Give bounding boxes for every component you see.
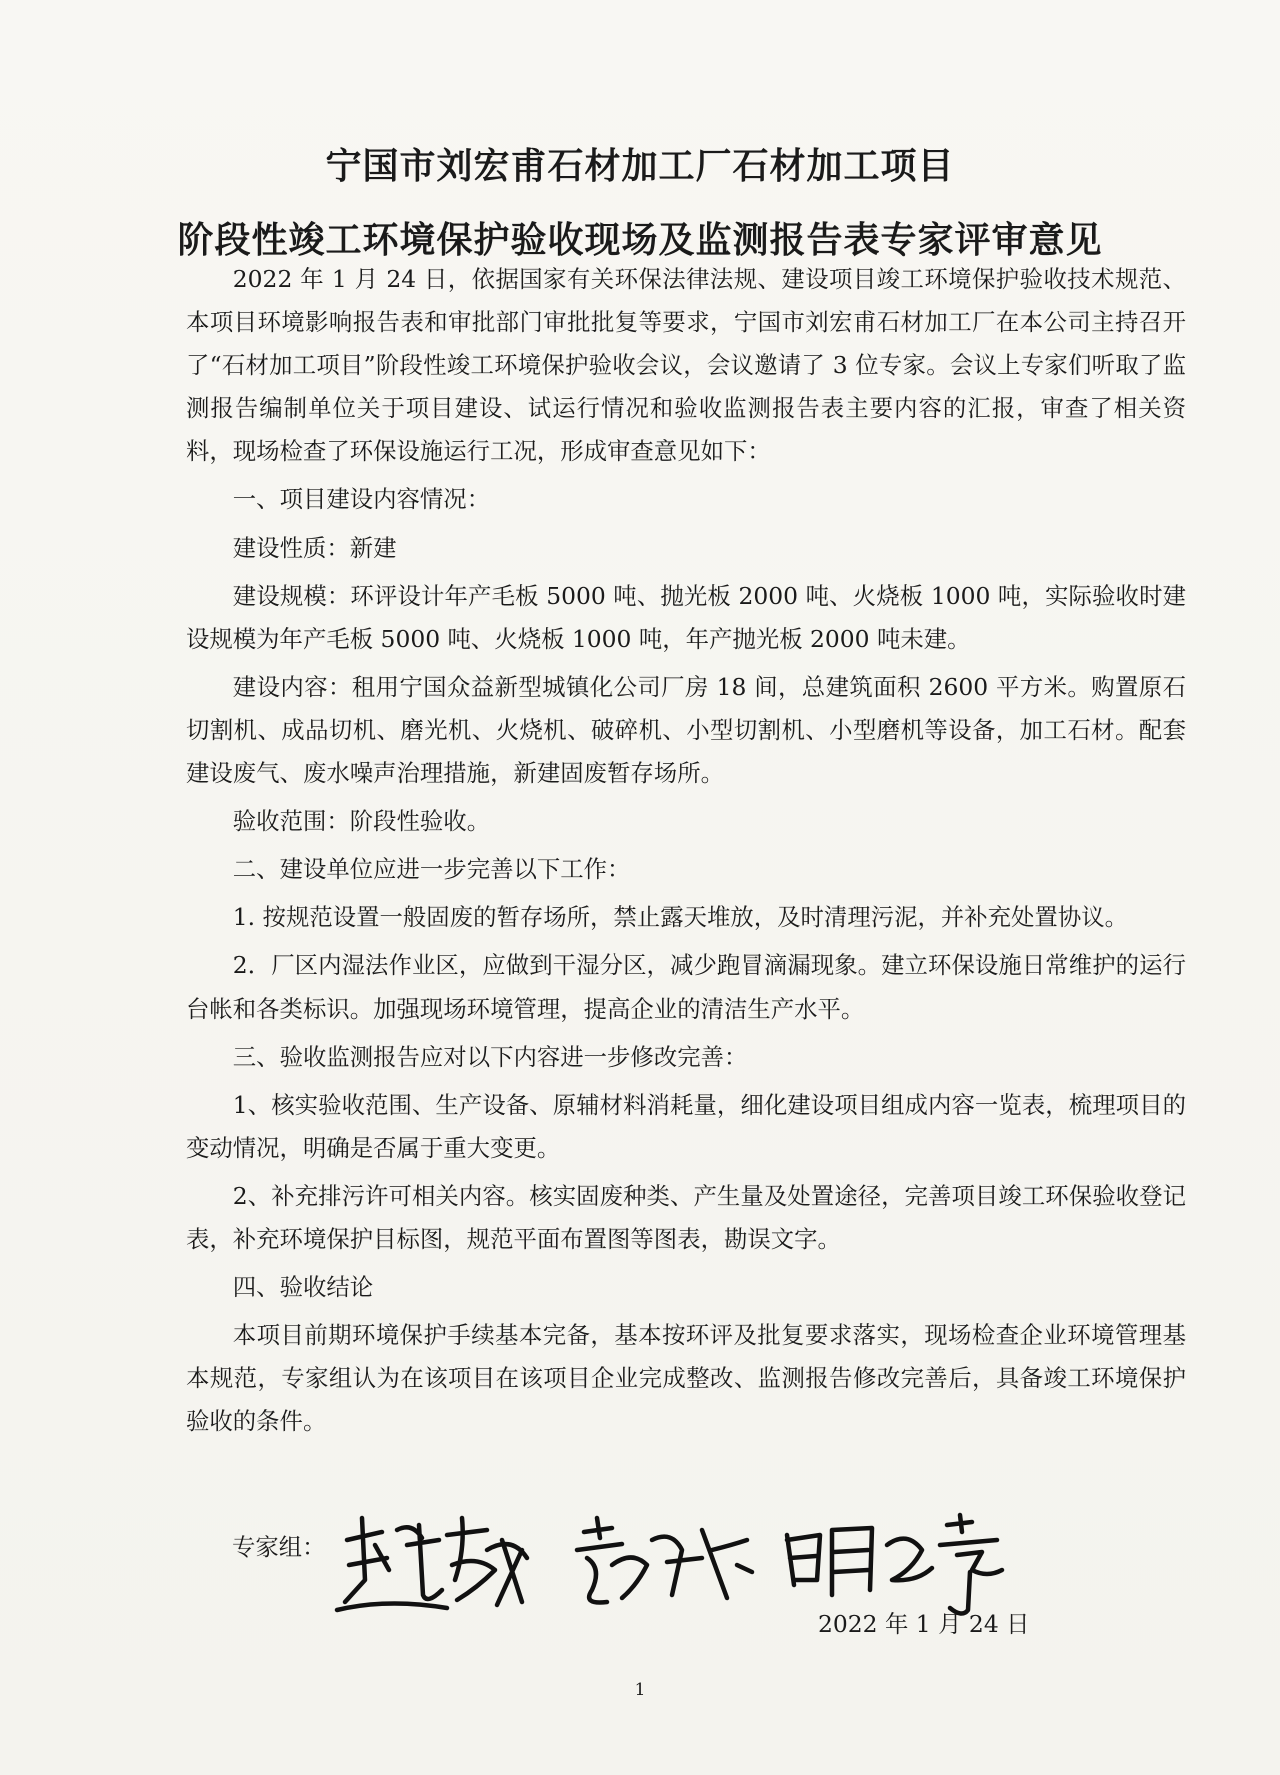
signature-2	[562, 1510, 762, 1620]
section-heading-2: 二、建设单位应进一步完善以下工作：	[232, 855, 631, 884]
paragraph-intro: 2022 年 1 月 24 日，依据国家有关环保法律法规、建设项目竣工环境保护验收技术规范、本项目环境影响报告表和审批部门审批批复等要求，宁国市刘宏甫石材加工厂在本公司主持召开了“石材加工项目”阶段性竣工环境保护验收会议，会议邀请了 3 位专家。会议上专家们听取了监测报告编制单位关于项目建设、试运行情况和验收监测报告表主要内容的汇报，审查了相关资料，现场检查了环保设施运行工况，形成审查意见如下：	[186, 265, 1186, 466]
paragraph-nature: 建设性质：新建	[232, 533, 397, 562]
document-date: 2022 年 1 月 24 日	[818, 1610, 1030, 1638]
signature-3	[772, 1510, 1032, 1620]
document-title-line-2: 阶段性竣工环境保护验收现场及监测报告表专家评审意见	[177, 220, 1103, 261]
paragraph-item-2-2: 2．厂区内湿法作业区，应做到干湿分区，减少跑冒滴漏现象。建立环保设施日常维护的运行台帐和各类标识。加强现场环境管理，提高企业的清洁生产水平。	[186, 951, 1186, 1023]
paragraph-conclusion: 本项目前期环境保护手续基本完备，基本按环评及批复要求落实，现场检查企业环境管理基本规范，专家组认为在该项目在该项目企业完成整改、监测报告修改完善后，具备竣工环境保护验收的条件。	[186, 1321, 1186, 1436]
paragraph-item-3-1: 1、核实验收范围、生产设备、原辅材料消耗量，细化建设项目组成内容一览表，梳理项目的变动情况，明确是否属于重大变更。	[186, 1090, 1186, 1162]
paragraph-item-3-2: 2、补充排污许可相关内容。核实固废种类、产生量及处置途径，完善项目竣工环保验收登记表，补充环境保护目标图，规范平面布置图等图表，勘误文字。	[186, 1181, 1186, 1253]
signature-label: 专家组：	[232, 1533, 326, 1561]
paragraph-scope: 验收范围：阶段性验收。	[232, 807, 491, 836]
signature-1	[327, 1510, 557, 1620]
page-number: 1	[634, 1680, 646, 1700]
paragraph-item-2-1: 1. 按规范设置一般固废的暂存场所，禁止露天堆放，及时清理污泥，并补充处置协议。	[232, 903, 1128, 932]
document-body	[186, 258, 1186, 1443]
section-heading-3: 三、验收监测报告应对以下内容进一步修改完善：	[232, 1042, 748, 1071]
section-heading-1: 一、项目建设内容情况：	[232, 485, 491, 514]
section-heading-4: 四、验收结论	[232, 1273, 374, 1302]
paragraph-scale: 建设规模：环评设计年产毛板 5000 吨、抛光板 2000 吨、火烧板 1000 吨，实际验收时建设规模为年产毛板 5000 吨、火烧板 1000 吨，年产抛光板 2000 吨未建。	[186, 581, 1186, 653]
paragraph-content: 建设内容：租用宁国众益新型城镇化公司厂房 18 间，总建筑面积 2600 平方米。购置原石切割机、成品切机、磨光机、火烧机、破碎机、小型切割机、小型磨机等设备，加工石材。配套建设废气、废水噪声治理措施，新建固废暂存场所。	[186, 672, 1186, 788]
document-title-line-1: 宁国市刘宏甫石材加工厂石材加工项目	[325, 146, 955, 187]
